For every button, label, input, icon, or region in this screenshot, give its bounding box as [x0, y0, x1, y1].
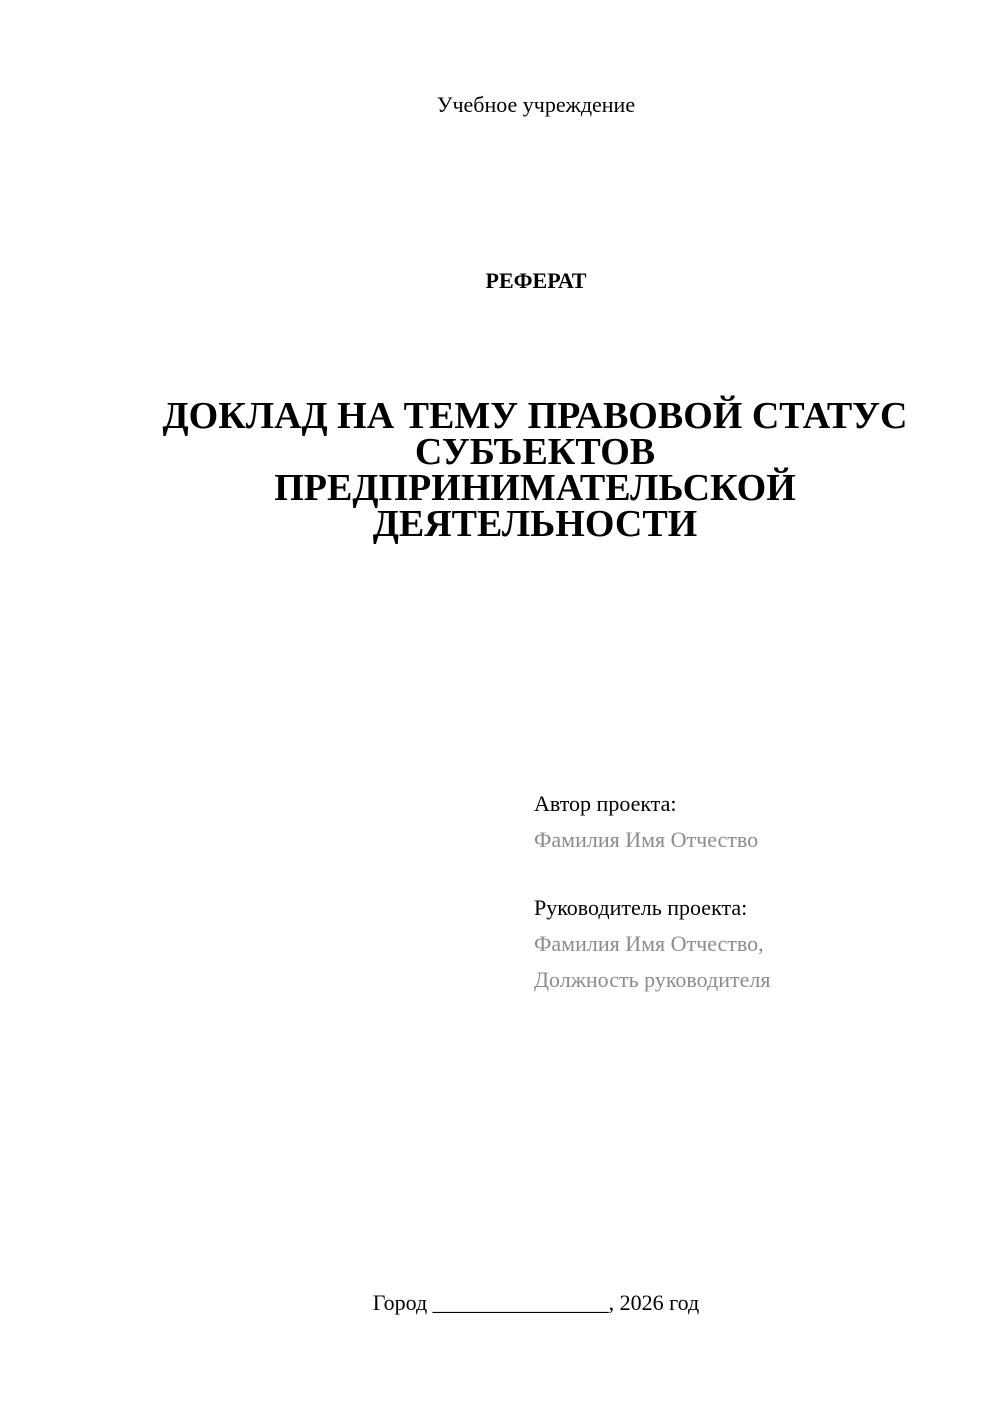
institution-name: Учебное учреждение: [436, 92, 636, 117]
credits-spacer: [534, 858, 964, 890]
footer-city: Город: [372, 1290, 428, 1315]
credits-block: [534, 786, 964, 998]
supervisor-label: Руководитель проекта:: [534, 895, 748, 920]
author-label: Автор проекта:: [534, 791, 677, 816]
footer-city-year: [0, 1288, 1000, 1318]
footer-blank: ________________: [432, 1290, 609, 1315]
document-type: РЕФЕРАТ: [485, 268, 587, 293]
title-line: ДОКЛАД НА ТЕМУ ПРАВОВОЙ СТАТУС: [162, 395, 908, 437]
footer-year: , 2026 год: [608, 1290, 700, 1315]
title-line: ДЕЯТЕЛЬНОСТИ: [372, 503, 698, 545]
supervisor-position: Должность руководителя: [534, 967, 771, 992]
supervisor-name: Фамилия Имя Отчество,: [534, 931, 764, 956]
author-name: Фамилия Имя Отчество: [534, 827, 759, 852]
document-title: [140, 395, 930, 545]
title-line: СУБЪЕКТОВ: [414, 431, 656, 473]
title-line: ПРЕДПРИНИМАТЕЛЬСКОЙ: [274, 467, 796, 509]
